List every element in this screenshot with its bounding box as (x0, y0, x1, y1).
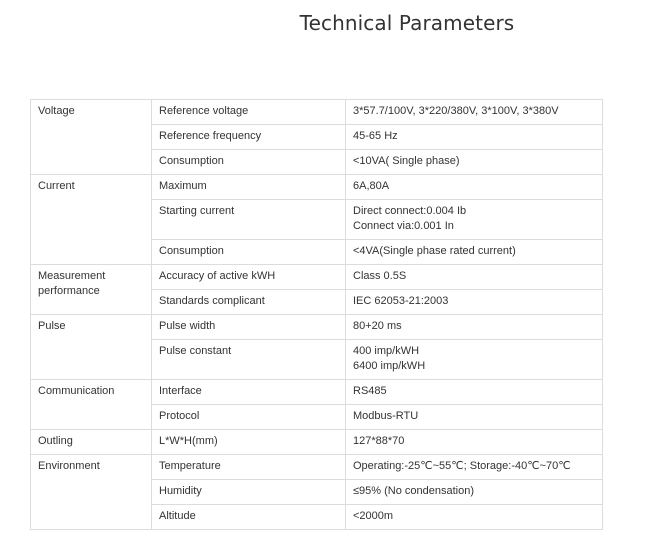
param-cell (152, 150, 346, 175)
param-label: Interface (159, 385, 202, 397)
param-label: Reference voltage (159, 105, 249, 117)
param-label: L*W*H(mm) (159, 435, 218, 447)
value-text: RS485 (353, 385, 387, 397)
param-label: Altitude (159, 510, 196, 522)
group-cell (31, 175, 152, 265)
table-row (31, 430, 603, 455)
group-cell (31, 265, 152, 315)
param-cell (152, 480, 346, 505)
group-label: Measurement performance (38, 270, 106, 297)
param-cell (152, 290, 346, 315)
value-text: IEC 62053-21:2003 (353, 295, 449, 307)
value-text: 6A,80A (353, 180, 390, 192)
value-cell (346, 240, 603, 265)
param-cell (152, 405, 346, 430)
param-cell (152, 175, 346, 200)
value-cell (346, 100, 603, 125)
value-cell (346, 505, 603, 530)
group-cell (31, 315, 152, 380)
group-cell (31, 455, 152, 530)
value-cell (346, 380, 603, 405)
param-label: Accuracy of active kWH (159, 270, 276, 282)
param-cell (152, 240, 346, 265)
value-text: 127*88*70 (353, 435, 405, 447)
param-cell (152, 455, 346, 480)
group-label: Communication (38, 385, 115, 397)
table-row (31, 175, 603, 200)
value-text: 80+20 ms (353, 320, 402, 332)
value-text: Operating:-25℃~55℃; Storage:-40℃~70℃ (353, 460, 571, 472)
param-cell (152, 340, 346, 380)
group-label: Pulse (38, 320, 66, 332)
value-cell (346, 315, 603, 340)
technical-parameters-table (30, 99, 603, 530)
value-cell (346, 430, 603, 455)
param-label: Standards complicant (159, 295, 265, 307)
table-row (31, 100, 603, 125)
group-label: Voltage (38, 105, 75, 117)
param-cell (152, 380, 346, 405)
value-text: 6400 imp/kWH (353, 360, 426, 372)
value-cell (346, 340, 603, 380)
value-text: <2000m (353, 510, 394, 522)
value-cell (346, 290, 603, 315)
group-label: Outling (38, 435, 73, 447)
param-label: Consumption (159, 245, 224, 257)
group-cell (31, 380, 152, 430)
value-cell (346, 455, 603, 480)
param-label: Protocol (159, 410, 200, 422)
value-cell (346, 175, 603, 200)
table-row (31, 455, 603, 480)
group-label: Current (38, 180, 75, 192)
value-cell (346, 150, 603, 175)
param-label: Humidity (159, 485, 202, 497)
value-cell (346, 480, 603, 505)
param-cell (152, 100, 346, 125)
value-text: Connect via:0.001 In (353, 220, 454, 232)
value-text: <4VA(Single phase rated current) (353, 245, 516, 257)
param-cell (152, 505, 346, 530)
value-text: 400 imp/kWH (353, 345, 420, 357)
table-row (31, 265, 603, 290)
value-cell (346, 405, 603, 430)
param-label: Pulse constant (159, 345, 232, 357)
group-label: Environment (38, 460, 100, 472)
table-row (31, 380, 603, 405)
value-text: Class 0.5S (353, 270, 407, 282)
value-text: Modbus-RTU (353, 410, 419, 422)
value-text: <10VA( Single phase) (353, 155, 460, 167)
value-text: 45-65 Hz (353, 130, 398, 142)
value-text: 3*57.7/100V, 3*220/380V, 3*100V, 3*380V (353, 105, 559, 117)
value-text: Direct connect:0.004 Ib (353, 205, 467, 217)
param-label: Temperature (159, 460, 221, 472)
param-label: Consumption (159, 155, 224, 167)
table-row (31, 315, 603, 340)
param-cell (152, 315, 346, 340)
param-label: Starting current (159, 205, 235, 217)
param-cell (152, 200, 346, 240)
value-cell (346, 200, 603, 240)
value-cell (346, 265, 603, 290)
group-cell (31, 100, 152, 175)
param-label: Maximum (159, 180, 207, 192)
page-title: Technical Parameters (299, 11, 515, 35)
param-label: Reference frequency (159, 130, 262, 142)
param-cell (152, 265, 346, 290)
group-cell (31, 430, 152, 455)
value-cell (346, 125, 603, 150)
param-cell (152, 430, 346, 455)
param-cell (152, 125, 346, 150)
value-text: ≤95% (No condensation) (353, 485, 474, 497)
param-label: Pulse width (159, 320, 216, 332)
